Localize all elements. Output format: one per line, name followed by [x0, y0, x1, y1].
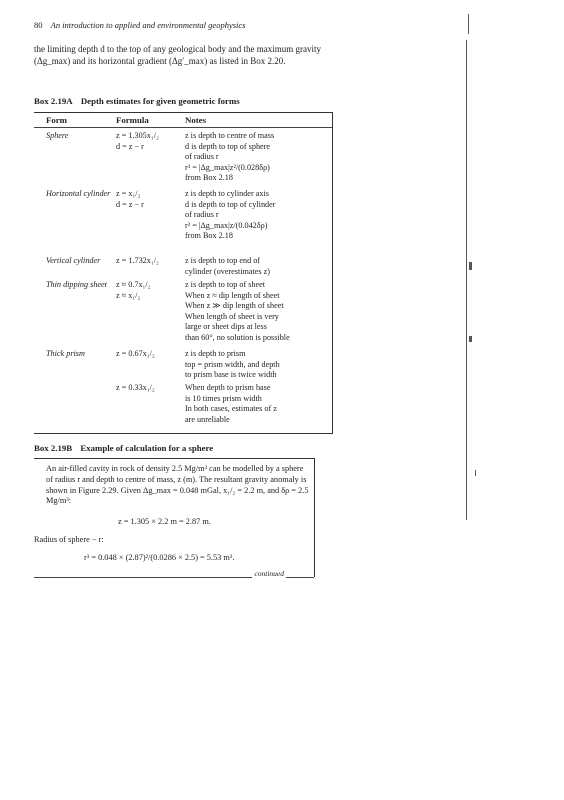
row-vertical-cylinder-notes: z is depth to top end of cylinder (overestimates z)	[185, 256, 271, 276]
row-thin-sheet-formula: z ≈ 0.7x₁/₂ z ≈ x₁/₂	[116, 280, 151, 300]
box-b-label: Box 2.19B	[34, 443, 73, 453]
row-sphere-form: Sphere	[46, 131, 69, 140]
column-header-formula: Formula	[116, 115, 149, 125]
scan-mark	[469, 336, 472, 342]
box-b-title: Example of calculation for a sphere	[80, 443, 214, 453]
example-paragraph: An air-filled cavity in rock of density 2.5 Mg/m³ can be modelled by a sphere of radius r and depth to centre of mass, z (m). The resultant gravity anomaly is shown in Figure 2.29. Given Δg_max = 0.048 mGal, x₁/₂ = 2.2 m, and δρ = 2.5 Mg/m³:	[46, 464, 309, 506]
row-horizontal-cylinder-form: Horizontal cylinder	[46, 189, 111, 198]
row-thin-sheet-notes: z is depth to top of sheet When z ≈ dip length of sheet When z ≫ dip length of sheet When length of sheet is very large or sheet dips at less than 60°, no solution is possible	[185, 280, 290, 342]
equation-depth: z = 1.305 × 2.2 m = 2.87 m.	[118, 517, 211, 526]
box-a-title: Depth estimates for given geometric forms	[80, 96, 240, 106]
scan-mark	[468, 14, 469, 34]
column-header-form: Form	[46, 115, 68, 125]
scan-mark	[475, 470, 476, 476]
scan-edge-line	[466, 40, 467, 520]
row-vertical-cylinder-formula: z = 1.732x₁/₂	[116, 256, 159, 265]
running-title: An introduction to applied and environmental geophysics	[50, 20, 246, 30]
row-sphere-notes: z is depth to centre of mass d is depth to top of sphere of radius r r³ = |Δg_max|z²/(0.028δρ) from Box 2.18	[185, 131, 275, 183]
row-vertical-cylinder-form: Vertical cylinder	[46, 256, 101, 265]
box-a-heading	[34, 96, 240, 106]
header-divider	[34, 127, 332, 128]
row-thin-sheet-form: Thin dipping sheet	[46, 280, 107, 289]
row-thick-prism-notes: z is depth to prism top = prism width, and depth to prism base is twice width	[185, 349, 280, 380]
row-thick-prism-form: Thick prism	[46, 349, 85, 358]
radius-label: Radius of sphere − r:	[34, 535, 104, 544]
equation-radius: r³ = 0.048 × (2.87)²/(0.0286 × 2.5) = 5.53 m³.	[84, 553, 235, 562]
row-horizontal-cylinder-notes: z is depth to cylinder axis d is depth to top of cylinder of radius r r² = |Δg_max|z/(0.042δρ) from Box 2.18	[185, 189, 276, 241]
scan-mark	[469, 262, 472, 270]
row-thick-prism-b-notes: When depth to prism base is 10 times prism width In both cases, estimates of z are unreliable	[185, 383, 277, 424]
page-number: 80	[34, 20, 43, 30]
depth-estimates-table	[34, 112, 333, 434]
page-header	[34, 20, 245, 30]
row-thick-prism-b-formula: z = 0.33x₁/₂	[116, 383, 155, 392]
box-b-heading	[34, 443, 213, 453]
column-header-notes: Notes	[185, 115, 207, 125]
sphere-example-box	[34, 458, 315, 577]
row-thick-prism-formula: z = 0.67x₁/₂	[116, 349, 155, 358]
row-sphere-formula: z = 1.305x₁/₂ d = z − r	[116, 131, 159, 151]
intro-paragraph: the limiting depth d to the top of any geological body and the maximum gravity (Δg_max) and its horizontal gradient (Δg′_max) as listed in Box 2.20.	[34, 44, 321, 66]
continued-note: continued	[254, 569, 284, 578]
box-a-label: Box 2.19A	[34, 96, 73, 106]
row-horizontal-cylinder-formula: z = x₁/₂ d = z − r	[116, 189, 144, 209]
